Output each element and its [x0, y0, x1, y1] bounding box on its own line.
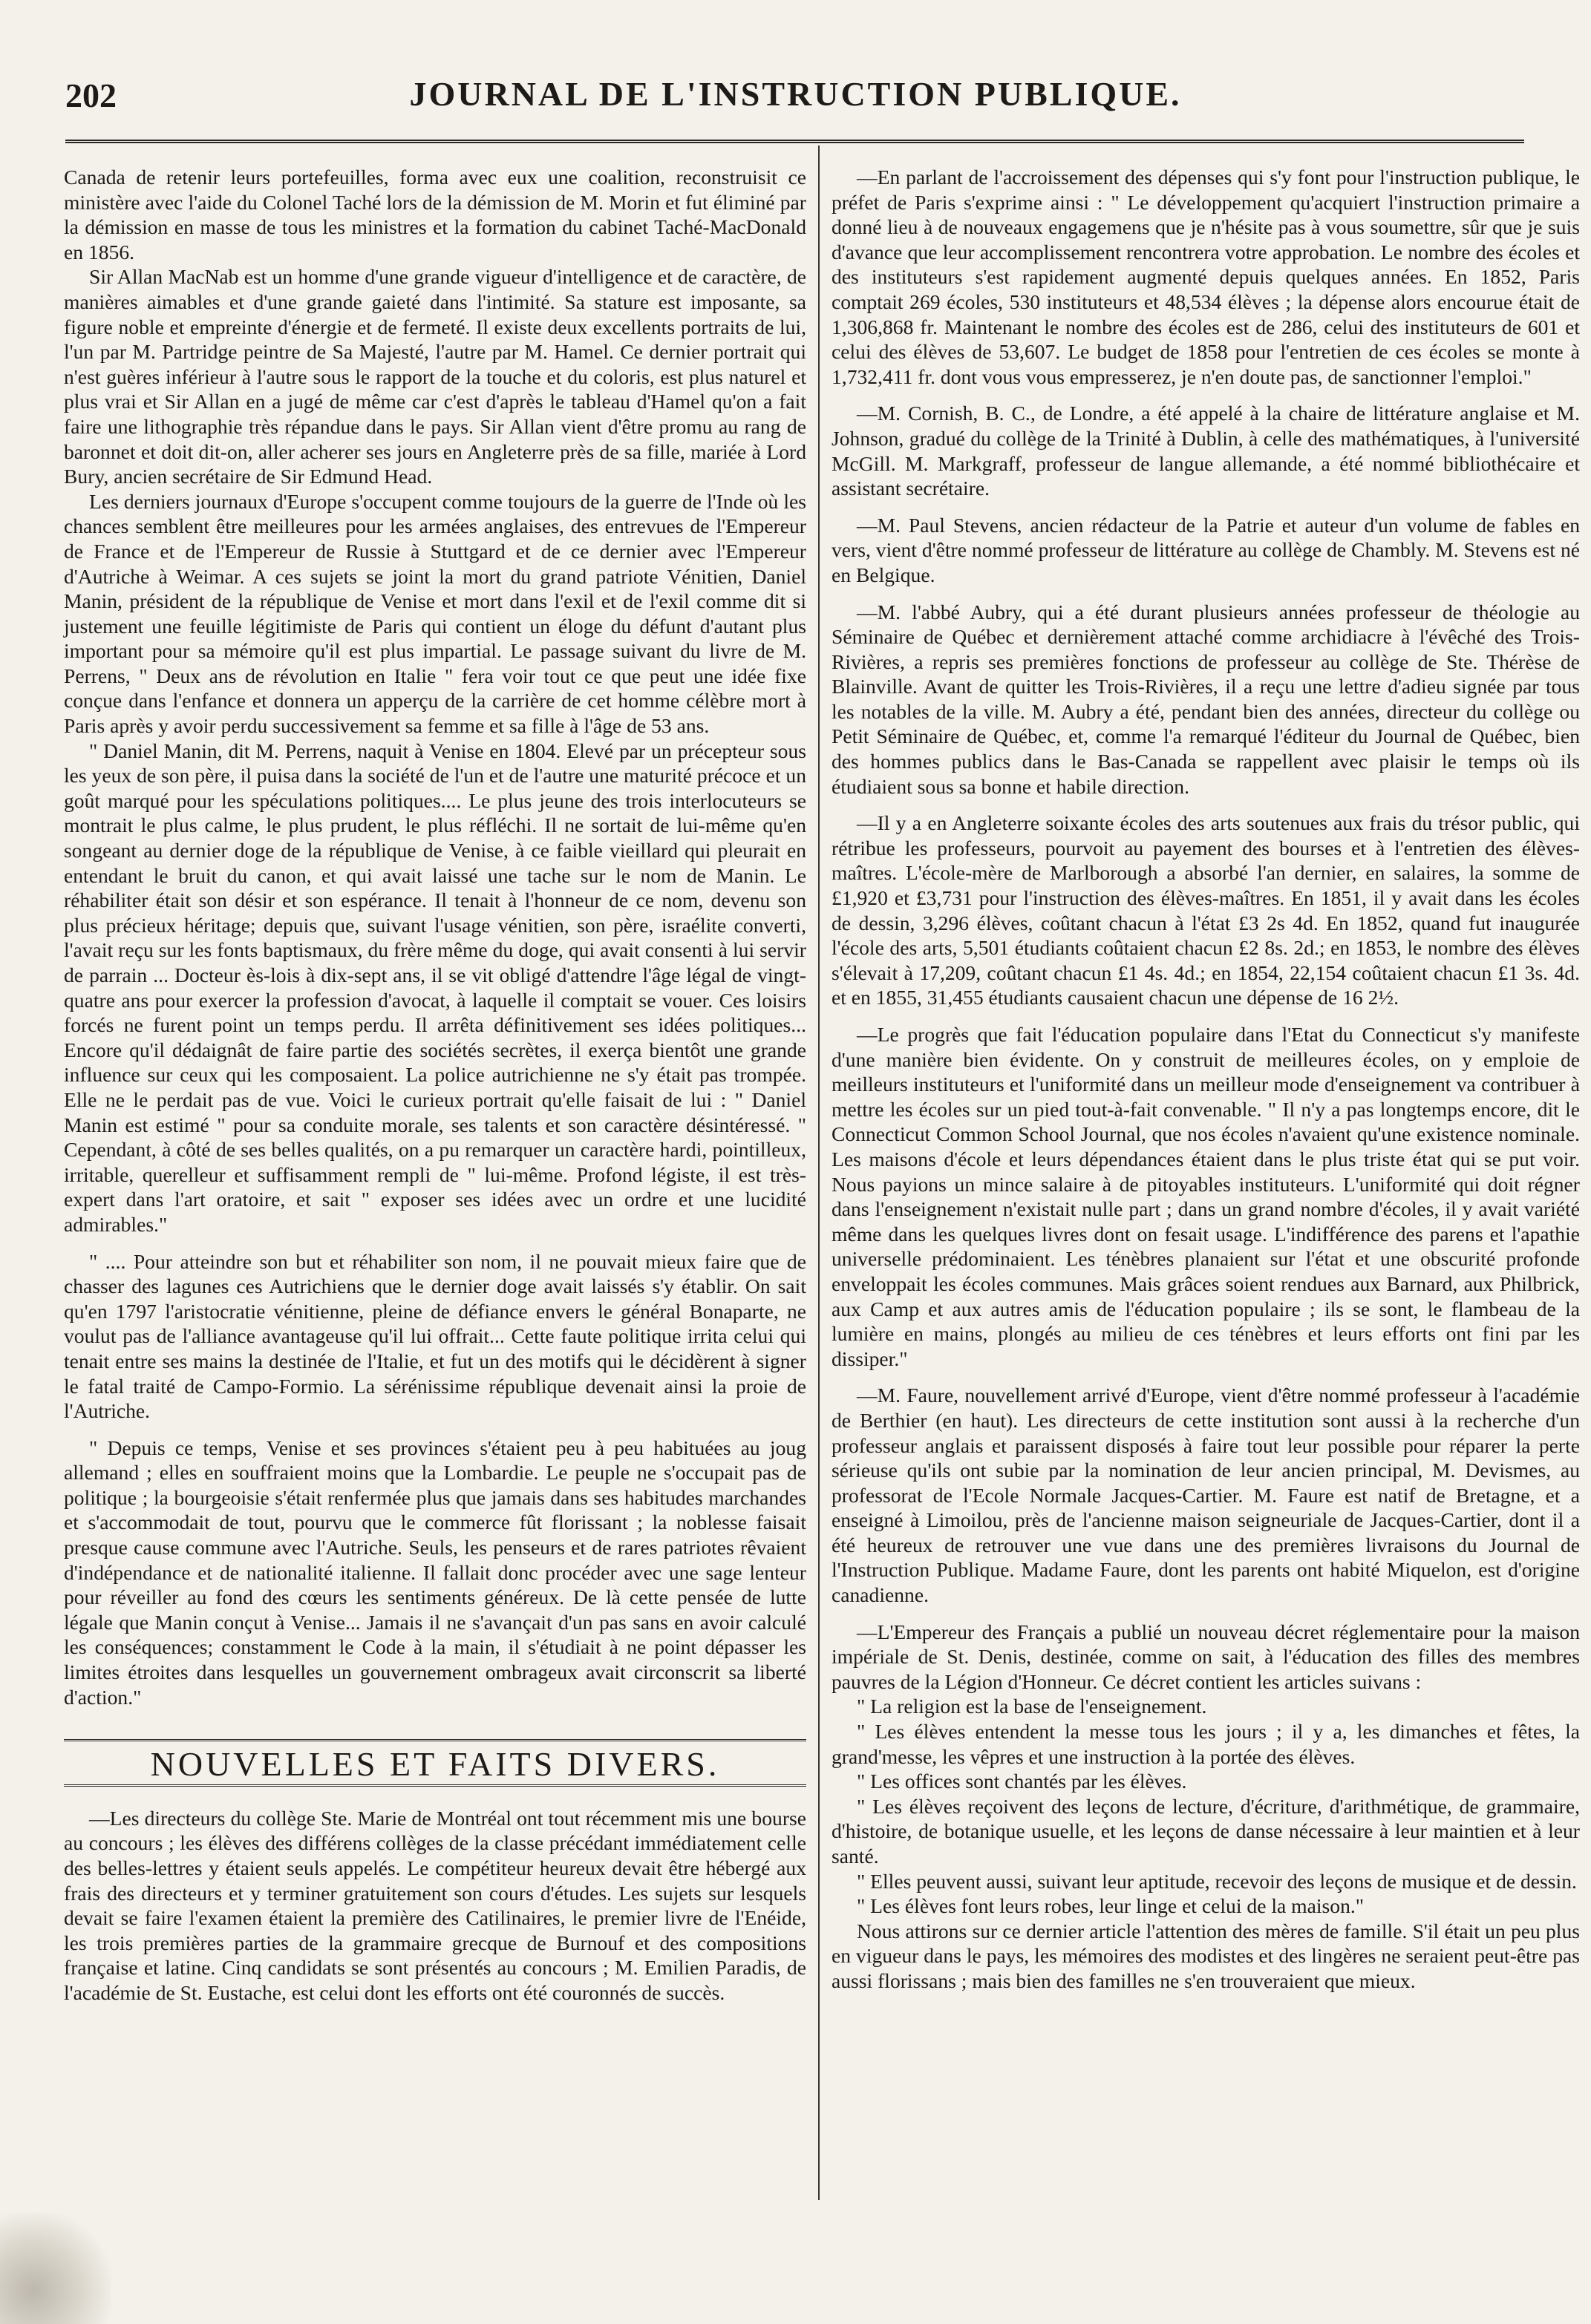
- article-paragraph: " Depuis ce temps, Venise et ses provinces s'étaient peu à peu habituées au joug allemand ; elles en souffraient moins que la Lombardie. Le peuple ne s'occupait pas de politique ; la bourgeoisie s'était renfermée plus que jamais dans ses habitudes marchandes et s'accommodait de tout, pourvu que le commerce fût florissant ; la noblesse faisait presque cause commune avec l'Autriche. Seuls, les penseurs et de rares patriotes rêvaient d'indépendance et de nationalité italienne. Il fallait donc procéder avec une sage lenteur pour réveiller au fond des cœurs les sentiments généreux. De là cette pensée de lutte légale que Manin conçut à Venise... Jamais il ne s'avançait d'un pas sans en avoir calculé les conséquences; constamment le Code à la main, il s'étudiait à ne point dépasser les limites étroites dans lesquelles un gouvernement ombrageux avait circonscrit sa liberté d'action.": [64, 1436, 806, 1709]
- news-item: —En parlant de l'accroissement des dépenses qui s'y font pour l'instruction publique, le préfet de Paris s'exprime ainsi : " Le développement qu'acquiert l'instruction primaire a donné lieu à de nouveaux engagemens que je n'hésite pas à vous soumettre, sûr que je suis d'avance que leur accomplissement rencontrera votre approbation. Le nombre des écoles et des instituteurs s'est rapidement augmenté depuis quelques années. En 1852, Paris comptait 269 écoles, 530 instituteurs et 48,534 élèves ; la dépense alors encourue était de 1,306,868 fr. Maintenant le nombre des écoles est de 286, celui des instituteurs de 601 et celui des élèves de 53,607. Le budget de 1858 pour l'entretien de ces écoles se monte à 1,732,411 fr. dont vous vous empresserez, je n'en doute pas, de sanctionner l'emploi.": [832, 166, 1580, 388]
- news-item: —M. Cornish, B. C., de Londre, a été appelé à la chaire de littérature anglaise et M. Johnson, gradué du collège de la Trinité à Dublin, à celle des mathématiques, à l'université McGill. M. Markgraff, professeur de langue allemande, a été nommé bibliothécaire et assistant secrétaire.: [832, 402, 1580, 500]
- article-paragraph: " .... Pour atteindre son but et réhabiliter son nom, il ne pouvait mieux faire que de chasser des lagunes ces Autrichiens que le dernier doge avait laissés s'y établir. On sait qu'en 1797 l'aristocratie vénitienne, pleine de défiance envers le général Bonaparte, ne voulut pas de l'alliance avantageuse qu'il lui offrait... Cette faute politique irrita celui qui tenait entre ses mains la destinée de l'Italie, et fut un des motifs qui le décidèrent à signer le fatal traité de Campo-Formio. La sérénissime république devenait ainsi la proie de l'Autriche.: [64, 1249, 806, 1423]
- paper-stain: [0, 2213, 111, 2324]
- decree-article: " Les offices sont chantés par les élèves.: [857, 1770, 1187, 1793]
- article-paragraph: Canada de retenir leurs portefeuilles, forma avec eux une coalition, reconstruisit ce ministère avec l'aide du Colonel Taché lors de la démission de M. Morin et fut éliminé par la démission en masse de tous les ministres et la formation du cabinet Taché-MacDonald en 1856.: [64, 166, 806, 264]
- article-paragraph: Sir Allan MacNab est un homme d'une grande vigueur d'intelligence et de caractère, de manières aimables et d'une grande gaieté dans l'intimité. Sa stature est imposante, sa figure noble et empreinte d'énergie et de fermeté. Il existe deux excellents portraits de lui, l'un par M. Partridge peintre de Sa Majesté, l'autre par M. Hamel. Ce dernier portrait qui n'est guères inférieur à l'autre sous le rapport de la touche et du coloris, est plus naturel et plus vrai et Sir Allan en a jugé de même car c'est d'après le tableau d'Hamel qu'on a fait faire une lithographie très répandue dans le pays. Sir Allan vient d'être promu au rang de baronnet et doit dit-on, aller acherer ses jours en Angleterre près de sa fille, mariée à Lord Bury, ancien secrétaire de Sir Edmund Head.: [64, 265, 806, 488]
- decree-article: " Les élèves reçoivent des leçons de lecture, d'écriture, d'arithmétique, de grammaire, d'histoire, de botanique usuelle, et les leçons de danse nécessaire à leur maintien et à leur santé.: [832, 1794, 1580, 1868]
- section-heading: [64, 1739, 806, 1790]
- section-rule-top: [64, 1739, 806, 1744]
- decree-article: " Les élèves font leurs robes, leur linge et celui de la maison.": [857, 1894, 1365, 1918]
- news-item: —L'Empereur des Français a publié un nouveau décret réglementaire pour la maison impériale de St. Denis, destinée, comme on sait, à l'éducation des filles des membres pauvres de la Légion d'Honneur. Ce décret contient les articles suivans :: [832, 1620, 1580, 1693]
- news-item: —Les directeurs du collège Ste. Marie de Montréal ont tout récemment mis une bourse au concours ; les élèves des différens collèges de la classe précédant immédiatement celle des belles-lettres y étaient seuls appelés. Le compétiteur heureux devait être hébergé aux frais des directeurs et y terminer gratuitement son cours d'études. Les sujets sur lesquels devait se faire l'examen étaient la première des Catilinaires, le premier livre de l'Enéide, les trois premières parties de la grammaire grecque de Burnouf et des compositions française et latine. Cinq candidats se sont présentés au concours ; M. Emilien Paradis, de l'académie de St. Eustache, est celui dont les efforts ont été couronnés de succès.: [64, 1806, 806, 2004]
- page-number: 202: [65, 76, 117, 114]
- decree-article: " La religion est la base de l'enseignement.: [857, 1695, 1207, 1718]
- article-paragraph: Les derniers journaux d'Europe s'occupent comme toujours de la guerre de l'Inde où les chances semblent être meilleures pour les armées anglaises, des entrevues de l'Empereur de France et de l'Empereur de Russie à Stuttgard et de ce dernier avec l'Empereur d'Autriche à Weimar. A ces sujets se joint la mort du grand patriote Vénitien, Daniel Manin, président de la république de Venise et mort dans l'exil et de l'exil comme dit si justement une feuille légitimiste de Paris qui contient un éloge du défunt d'autant plus important pour sa mémoire qu'il est plus impartial. Le passage suivant du livre de M. Perrens, " Deux ans de révolution en Italie " fera voir tout ce que peut une idée fixe conçue dans l'enfance et donnera un apperçu de la carrière de cet homme célèbre mort à Paris après y avoir perdu successivement sa femme et sa fille à l'âge de 53 ans.: [64, 489, 806, 738]
- right-column: [832, 165, 1580, 1994]
- column-divider: [818, 145, 820, 2200]
- decree-article: " Elles peuvent aussi, suivant leur aptitude, recevoir des leçons de musique et de dessin.: [857, 1869, 1577, 1893]
- decree-article: " Les élèves entendent la messe tous les jours ; il y a, les dimanches et fêtes, la grand'messe, les vêpres et une instruction à la portée des élèves.: [832, 1720, 1580, 1768]
- news-item: —M. Paul Stevens, ancien rédacteur de la Patrie et auteur d'un volume de fables en vers, vient d'être nommé professeur de littérature au collège de Chambly. M. Stevens est né en Belgique.: [832, 513, 1580, 586]
- news-item: —M. Faure, nouvellement arrivé d'Europe, vient d'être nommé professeur à l'académie de Berthier (en haut). Les directeurs de cette institution sont aussi à la recherche d'un professeur anglais et paraissent disposés à faire tout leur possible pour réparer la perte sérieuse qu'ils ont subie par la nomination de leur ancien principal, M. Devismes, au professorat de l'Ecole Normale Jacques-Cartier. M. Faure est natif de Bretagne, et a enseigné à Limoilou, près de l'ancienne maison seigneuriale de Jacques-Cartier, dont il a été heureux de retrouver une vue dans une des premières livraisons du Journal de l'Instruction Publique. Madame Faure, dont les parents ont habité Miquelon, est d'origine canadienne.: [832, 1384, 1580, 1607]
- section-rule-bottom: [64, 1784, 806, 1790]
- section-title: NOUVELLES ET FAITS DIVERS.: [150, 1745, 720, 1784]
- news-item: —Il y a en Angleterre soixante écoles des arts soutenues aux frais du trésor public, qui rétribue les professeurs, pourvoit au payement des bourses et à l'entretien des élèves-maîtres. L'école-mère de Marlborough a absorbé l'an dernier, en salaires, la somme de £1,920 et £3,731 pour l'instruction des élèves-maîtres. En 1851, il y avait dans les écoles de dessin, 3,296 élèves, coûtant chacun à l'état £3 2s 4d. En 1852, quand fut inaugurée l'école des arts, 5,501 étudiants coûtaient chacun £2 8s. 2d.; en 1853, le nombre des élèves s'élevait à 17,209, coûtant chacun £1 4s. 4d.; en 1854, 22,154 coûtaient chacun £1 3s. 4d. et en 1855, 31,455 étudiants causaient chacun une dépense de 16 2½.: [832, 811, 1580, 1009]
- article-paragraph: " Daniel Manin, dit M. Perrens, naquit à Venise en 1804. Elevé par un précepteur sous les yeux de son père, il puisa dans la société de l'un et de l'autre une maturité précoce et un goût marqué pour les spéculations politiques.... Le plus jeune des trois interlocuteurs se montrait le plus calme, le plus prudent, le plus réfléchi. Il ne sortait de lui-même qu'en songeant au dernier doge de la république de Venise, à ce faible vieillard qui pleurait en entendant le bruit du canon, et qui avait laissé une tache sur le nom de Manin. Le réhabiliter était son désir et son espérance. Il tenait à l'honneur de ce nom, devenu son plus précieux héritage; depuis que, suivant l'usage vénitien, son père, israélite converti, l'avait reçu sur les fonts baptismaux, du frère même du doge, qui avait consenti à lui servir de parrain ... Docteur ès-lois à dix-sept ans, il se vit obligé d'attendre l'âge légal de vingt-quatre ans pour exercer la profession d'avocat, à laquelle il comptait se vouer. Ces loisirs forcés ne furent point un temps perdu. Il arrêta définitivement ses idées politiques... Encore qu'il dédaignât de faire partie des sociétés secrètes, il exerça bientôt une grande influence sur ceux qui les composaient. La police autrichienne ne s'y était pas trompée. Elle ne le perdait pas de vue. Voici le curieux portrait qu'elle faisait de lui : " Daniel Manin est estimé " pour sa conduite morale, ses talents et son caractère désintéressé. " Cependant, à côté de ses belles qualités, on a pu remarquer un caractère hardi, pointilleux, irritable, querelleur et suffisamment rempli de " lui-même. Profond légiste, il est très-expert dans l'art oratoire, et sait " exposer ses idées avec un ordre et une lucidité admirables.": [64, 739, 806, 1236]
- news-item: —M. l'abbé Aubry, qui a été durant plusieurs années professeur de théologie au Séminaire de Québec et dernièrement attaché comme archidiacre à l'évêché des Trois-Rivières, a repris ses premières fonctions de professeur au collège de Ste. Thérèse de Blainville. Avant de quitter les Trois-Rivières, il a reçu une lettre d'adieu signée par tous les notables de la ville. M. Aubry a été, pendant bien des années, directeur du collège ou Petit Séminaire de Québec, et, comme l'a remarqué l'éditeur du Journal de Québec, bien des hommes publics dans le Bas-Canada se rappellent avec plaisir le temps où ils étudiaient sous sa bonne et habile direction.: [832, 600, 1580, 798]
- page-header: [0, 68, 1591, 120]
- editorial-comment: Nous attirons sur ce dernier article l'attention des mères de famille. S'il était un peu plus en vigueur dans le pays, les mémoires des modistes et des lingères ne seraient peut-être pas aussi florissans ; mais bien des familles ne s'en trouveraient que mieux.: [832, 1919, 1580, 1992]
- journal-title: JOURNAL DE L'INSTRUCTION PUBLIQUE.: [409, 75, 1182, 113]
- left-column: [64, 165, 806, 2006]
- news-item: —Le progrès que fait l'éducation populaire dans l'Etat du Connecticut s'y manifeste d'une manière bien évidente. On y construit de meilleures écoles, on y emploie de meilleurs instituteurs et l'uniformité dans un meilleur mode d'enseignement va contribuer à mettre les écoles sur un pied tout-à-fait convenable. " Il n'y a pas longtemps encore, dit le Connecticut Common School Journal, que nos écoles n'avaient qu'une existence nominale. Les maisons d'école et leurs dépendances étaient dans le plus triste état qui se put voir. Nous payions un mince salaire à de pitoyables instituteurs. L'uniformité qui doit régner dans l'enseignement n'existait nulle part ; dans un grand nombre d'écoles, il y avait variété même dans les quelques livres dont on fesait usage. L'indifférence des parens et l'apathie universelle prédominaient. Les ténèbres planaient sur l'état et une obscurité profonde enveloppait les écoles communes. Mais grâces soient rendues aux Barnard, aux Philbrick, aux Camp et aux autres amis de l'éducation populaire ; ils se sont, le flambeau de la lumière en mains, plongés au milieu de ces ténèbres et leurs efforts ont fini par les dissiper.": [832, 1023, 1580, 1370]
- header-rule: [65, 140, 1524, 143]
